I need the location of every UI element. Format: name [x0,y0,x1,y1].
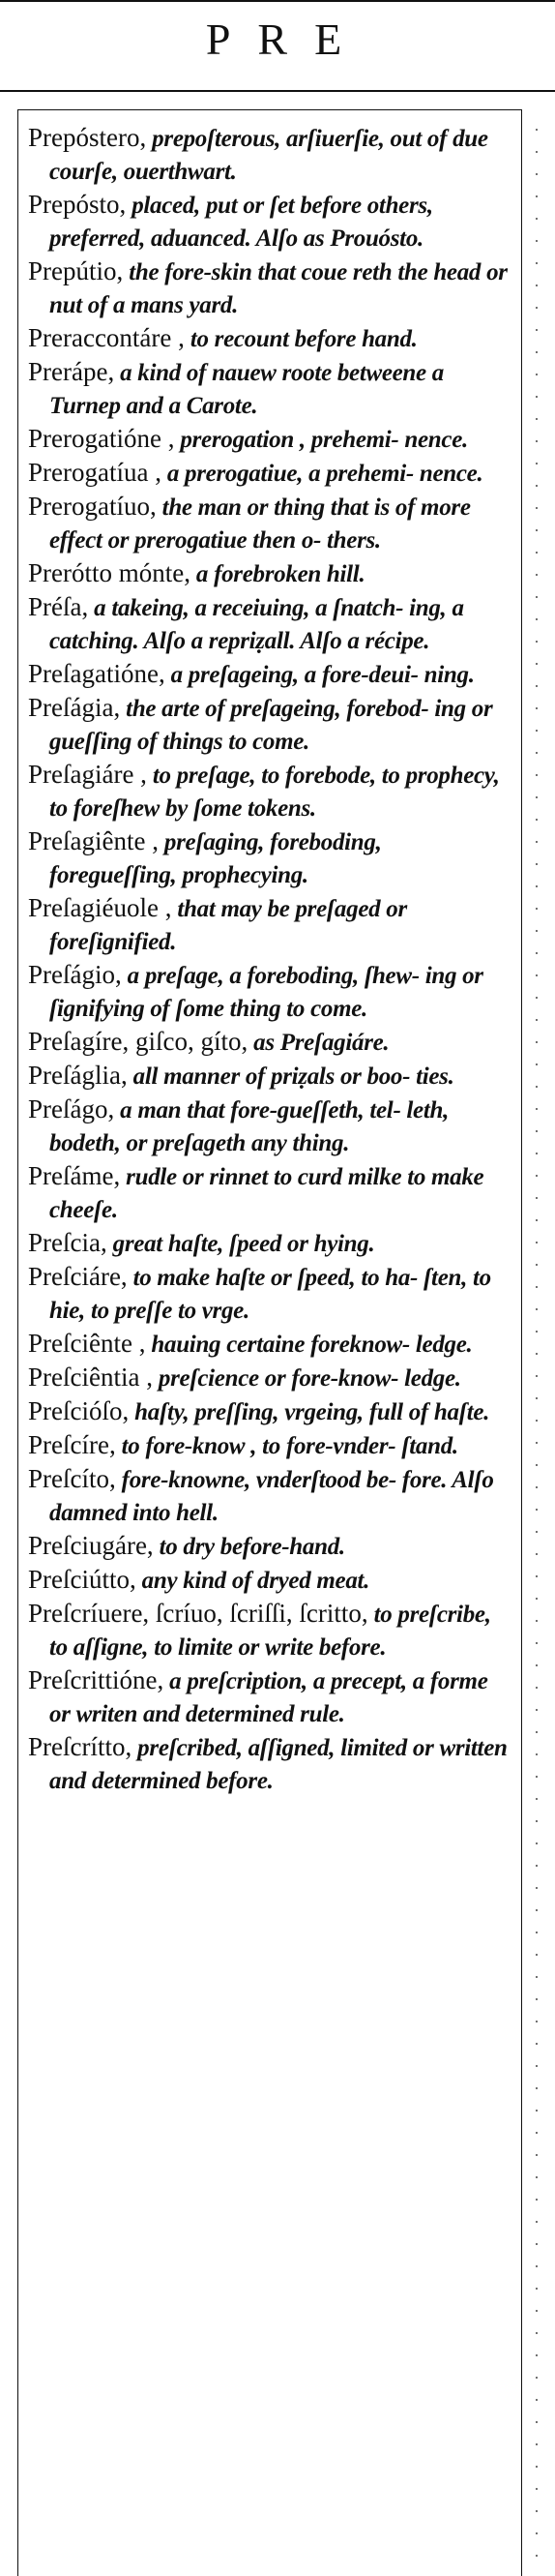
margin-dot [536,1509,538,1511]
margin-dot [536,730,538,732]
margin-dot [536,1308,538,1310]
entry-definition: a prerogatiue, a prehemi- nence. [161,461,483,487]
margin-dot [536,2555,538,2557]
dictionary-entry [28,692,511,758]
margin-dot [536,1731,538,1733]
entry-headword: Preſagiáre , [28,760,147,789]
dictionary-entry [28,1530,511,1563]
margin-dot [536,2466,538,2468]
entry-definition: a forebroken hill. [190,561,365,587]
dictionary-entry [28,1060,511,1093]
entry-headword: Préſa, [28,592,89,621]
margin-dot [536,2510,538,2512]
margin-dot [536,1175,538,1177]
margin-dot [536,1842,538,1844]
entry-headword: Preſcióſo, [28,1396,130,1425]
margin-dot [536,885,538,887]
entry-definition: the man or thing that is of more effect or prerogatiue then o- thers. [49,494,471,554]
dictionary-entry [28,1160,511,1226]
margin-dot [536,574,538,576]
margin-dot [536,1932,538,1933]
margin-dot [536,262,538,264]
margin-dot [536,151,538,153]
entry-headword: Preſciênte , [28,1329,146,1358]
margin-dot [536,1531,538,1533]
margin-dot [536,507,538,509]
dictionary-entry [28,1598,511,1663]
dictionary-entry [28,658,511,691]
margin-dot [536,1598,538,1600]
entry-definition: to make haſte or ſpeed, to ha- ſten, to hie, to preſſe to vrge. [49,1265,491,1324]
margin-dot [536,1909,538,1911]
margin-dot [536,1820,538,1822]
entry-headword: Preſciêntia , [28,1363,153,1392]
dictionary-entry [28,423,511,456]
margin-dot [536,463,538,464]
margin-dot [536,195,538,197]
margin-dot [536,2043,538,2045]
entry-definition: preſcience or fore-know- ledge. [152,1365,461,1392]
margin-dot [536,596,538,598]
entry-definition: placed, put or ſet before others, preferred, aduanced. Alſo as Prouósto. [49,193,433,252]
margin-dot [536,908,538,910]
margin-dot [536,485,538,487]
dictionary-entry [28,1429,511,1462]
margin-dot [536,1086,538,1088]
margin-dot [536,307,538,309]
margin-dot [536,1397,538,1399]
entry-definition: the fore-skin that coue reth the head or nut of a mans yard. [49,259,508,318]
margin-dot [536,930,538,932]
margin-dot [536,1464,538,1466]
entry-definition: rudle or rinnet to curd milke to make cheeſe. [49,1164,484,1223]
margin-dot [536,618,538,620]
margin-dot [536,685,538,687]
margin-dot [536,2377,538,2379]
entry-headword: Preſciugáre, [28,1531,154,1560]
dictionary-entry [28,1227,511,1260]
entry-definition: all manner of priẓals or boo- ties. [127,1063,454,1090]
margin-dot [536,1063,538,1065]
margin-dot [536,2354,538,2356]
dictionary-entry [28,825,511,891]
margin-dot [536,863,538,865]
margin-dot [536,1553,538,1555]
entry-headword: Preſáglia, [28,1061,128,1090]
margin-dot [536,1753,538,1755]
entry-definition: fore-knowne, vnderſtood be- fore. Alſo damned into hell. [49,1467,494,1526]
dictionary-entry [28,1664,511,1730]
dictionary-entry [28,1564,511,1597]
dictionary-entry [28,1731,511,1797]
margin-dot [536,1709,538,1711]
entry-headword: Preſcríuere, ſcríuo, ſcriſſi, ſcritto, [28,1599,368,1628]
margin-dot [536,974,538,976]
margin-dot [536,1375,538,1377]
margin-dot [536,418,538,420]
margin-dot [536,329,538,331]
entry-definition: a preſcription, a precept, a forme or writen and determined rule. [49,1668,488,1727]
entry-headword: Preſcíto, [28,1464,116,1493]
margin-dot [536,663,538,665]
entry-headword: Prerogatíuo, [28,492,157,521]
entry-headword: Preſcrittióne, [28,1665,164,1694]
margin-dot [536,1865,538,1867]
margin-dot [536,1664,538,1666]
entry-definition: a kind of nauew roote betweene a Turnep and a Carote. [49,360,444,419]
margin-dot [536,1286,538,1288]
margin-dots [526,109,555,2576]
entry-headword: Prepútio, [28,256,124,285]
entry-definition: preſcribed, aſſigned, limited or written and determined before. [49,1735,508,1794]
margin-dot [536,2199,538,2201]
margin-dot [536,1976,538,1978]
entry-definition: prepoſterous, arſiuerſie, out of due courſe, ouerthwart. [49,126,488,185]
margin-dot [536,1442,538,1444]
entry-definition: a preſageing, a fore-deui- ning. [164,662,475,688]
margin-dot [536,240,538,242]
margin-dot [536,819,538,821]
dictionary-entry [28,255,511,321]
dictionary-entry [28,1093,511,1159]
dictionary-entry [28,491,511,556]
entry-headword: Preſagatióne, [28,659,165,688]
margin-dot [536,1130,538,1132]
margin-dot [536,1353,538,1355]
entry-headword: Preſagiênte , [28,826,159,855]
entry-column [17,109,522,2576]
entry-headword: Preraccontáre , [28,323,185,352]
margin-dot [536,2176,538,2178]
margin-dot [536,2021,538,2022]
margin-dot [536,1486,538,1488]
dictionary-entry [28,1026,511,1059]
margin-dot [536,2421,538,2423]
margin-dot [536,707,538,709]
margin-dot [536,285,538,286]
margin-dot [536,2132,538,2134]
margin-dot [536,2221,538,2223]
dictionary-entry [28,1395,511,1428]
dictionary-entry [28,322,511,355]
margin-dot [536,2154,538,2156]
dictionary-entry [28,759,511,824]
entry-headword: Prerogatióne , [28,424,175,453]
margin-dot [536,1153,538,1154]
margin-dot [536,1331,538,1333]
margin-dot [536,396,538,398]
entry-definition: preſaging, foreboding, foregueſſing, prophecying. [49,829,382,888]
dictionary-entry [28,1362,511,1394]
dictionary-entry [28,892,511,958]
margin-dot [536,173,538,175]
entry-headword: Preſágo, [28,1094,115,1123]
entry-definition: to dry before-hand. [153,1534,345,1560]
margin-dot [536,1420,538,1422]
entry-headword: Preſcíre, [28,1430,116,1459]
margin-dot [536,1642,538,1644]
margin-dot [536,2110,538,2112]
margin-dot [536,552,538,554]
entry-definition: hauing certaine foreknow- ledge. [145,1332,473,1358]
entry-definition: prerogation , prehemi- nence. [174,427,468,453]
dictionary-entry [28,959,511,1025]
entry-headword: Preſagiéuole , [28,893,172,922]
entry-definition: as Preſagiáre. [248,1030,390,1056]
margin-dot [536,1776,538,1778]
margin-dot [536,218,538,220]
entry-headword: Prerogatíua , [28,458,161,487]
margin-dot [536,2399,538,2401]
margin-dot [536,1019,538,1021]
entry-definition: a takeing, a receiuing, a ſnatch- ing, a catching. Alſo a repriẓall. Alſo a récipe. [49,595,464,654]
margin-dot [536,641,538,643]
entry-definition: great haſte, ſpeed or hying. [106,1231,375,1257]
entry-headword: Prepósto, [28,190,127,219]
entry-headword: Prerótto mónte, [28,558,190,587]
margin-dot [536,2243,538,2245]
margin-dot [536,1197,538,1199]
dictionary-entry [28,457,511,490]
margin-dot [536,1620,538,1622]
margin-dot [536,997,538,999]
margin-dot [536,529,538,531]
margin-dot [536,2488,538,2490]
margin-dot [536,1954,538,1956]
margin-dot [536,2065,538,2067]
entry-definition: a preſage, a foreboding, ſhew- ing or ſignifying of ſome thing to come. [49,963,483,1022]
margin-dot [536,351,538,353]
entry-headword: Preſciútto, [28,1565,136,1594]
entry-definition: the arte of preſageing, forebod- ing or gueſſing of things to come. [49,696,493,755]
dictionary-entry [28,1463,511,1529]
entry-definition: a man that fore-gueſſeth, tel- leth, bodeth, or preſageth any thing. [49,1097,450,1156]
entry-headword: Preſágia, [28,693,121,722]
margin-dot [536,1998,538,2000]
margin-dot [536,752,538,754]
entry-definition: any kind of dryed meat. [135,1568,370,1594]
margin-dot [536,841,538,843]
entry-list [28,122,511,1798]
margin-dot [536,1575,538,1577]
margin-dot [536,374,538,375]
running-head: PRE [205,15,369,64]
entry-headword: Preſciáre, [28,1262,128,1291]
head-rule [0,90,555,92]
margin-dot [536,952,538,954]
margin-dot [536,2087,538,2089]
margin-dot [536,2265,538,2267]
entry-headword: Preſágio, [28,960,122,989]
entry-headword: Preſáme, [28,1161,121,1190]
margin-dot [536,796,538,798]
margin-dot [536,1041,538,1043]
entry-definition: to fore-know , to fore-vnder- ſtand. [115,1433,458,1459]
margin-dot [536,1887,538,1889]
dictionary-entry [28,356,511,422]
margin-dot [536,774,538,776]
entry-headword: Prerápe, [28,357,115,386]
dictionary-entry [28,1328,511,1361]
entry-definition: that may be preſaged or foreſignified. [49,896,407,955]
margin-dot [536,2310,538,2312]
margin-dot [536,1242,538,1243]
margin-dot [536,2288,538,2290]
entry-definition: to recount before hand. [184,326,418,352]
margin-dot [536,1687,538,1689]
entry-definition: to preſage, to forebode, to prophecy, to foreſhew by ſome tokens. [49,763,500,822]
entry-headword: Prepóstero, [28,123,147,152]
margin-dot [536,2332,538,2334]
dictionary-entry [28,1261,511,1327]
margin-dot [536,1264,538,1266]
margin-dot [536,1108,538,1110]
dictionary-entry [28,122,511,188]
margin-dot [536,129,538,131]
margin-dot [536,1798,538,1800]
margin-dot [536,2443,538,2445]
entry-definition: to preſcribe, to aſſigne, to limite or write before. [49,1602,491,1661]
dictionary-entry [28,557,511,590]
dictionary-entry [28,189,511,255]
margin-dot [536,1219,538,1221]
margin-dot [536,2532,538,2534]
top-rule [0,0,555,2]
entry-definition: haſty, preſſing, vrgeing, full of haſte. [129,1399,490,1425]
margin-dot [536,440,538,442]
entry-headword: Preſagíre, giſco, gíto, [28,1027,248,1056]
entry-headword: Preſcia, [28,1228,107,1257]
entry-headword: Preſcrítto, [28,1732,132,1761]
dictionary-entry [28,591,511,657]
